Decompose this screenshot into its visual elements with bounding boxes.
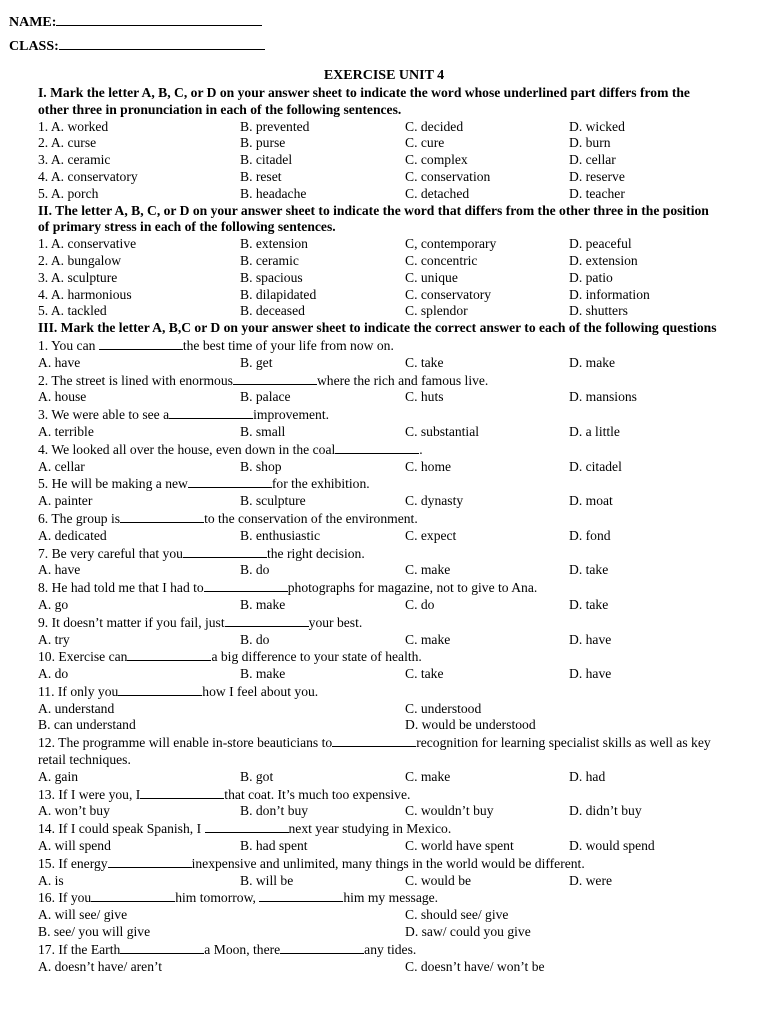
option-row: [38, 135, 722, 152]
answer-option[interactable]: A. will spend: [38, 838, 111, 854]
question-fragment: that coat. It’s much too expensive.: [224, 786, 411, 802]
answer-option[interactable]: 5. A. tackled: [38, 303, 107, 319]
answer-option[interactable]: C. conservation: [405, 168, 491, 184]
answer-option[interactable]: B. make: [240, 596, 286, 612]
answer-blank[interactable]: [140, 786, 224, 799]
answer-option[interactable]: B. will be: [240, 872, 294, 888]
question-text: [38, 786, 722, 804]
answer-option[interactable]: C. unique: [405, 269, 458, 285]
question-fragment: 9. It doesn’t matter if you fail, just: [38, 614, 225, 630]
question-fragment: a big difference to your state of health.: [211, 649, 422, 665]
question-fragment: any tides.: [364, 941, 417, 957]
answer-blank[interactable]: [280, 941, 364, 954]
answer-option[interactable]: B. headache: [240, 185, 307, 201]
option-row: [38, 355, 722, 372]
answer-option[interactable]: B. dilapidated: [240, 286, 317, 302]
answer-option[interactable]: B. purse: [240, 135, 286, 151]
answer-option[interactable]: D. have: [569, 631, 612, 647]
answer-option[interactable]: B. see/ you will give: [38, 924, 151, 940]
answer-option[interactable]: B. citadel: [240, 152, 293, 168]
question-fragment: 2. The street is lined with enormous: [38, 372, 233, 388]
question-fragment: 1. You can: [38, 337, 99, 353]
answer-option[interactable]: C. would be: [405, 872, 472, 888]
question-fragment: improvement.: [253, 407, 330, 423]
answer-option[interactable]: C. expect: [405, 527, 457, 543]
option-row: [38, 701, 722, 718]
question-fragment: 15. If energy: [38, 855, 108, 871]
answer-option[interactable]: B. sculpture: [240, 493, 306, 509]
answer-option[interactable]: C. understood: [405, 700, 482, 716]
answer-option[interactable]: 2. A. bungalow: [38, 252, 122, 268]
question-fragment: where the rich and famous live.: [316, 372, 489, 388]
option-row: [38, 666, 722, 683]
question-text: [38, 337, 722, 355]
option-row: [38, 424, 722, 441]
answer-option[interactable]: D. fond: [569, 527, 611, 543]
answer-option[interactable]: B. get: [240, 354, 273, 370]
question-fragment: 16. If you: [38, 890, 92, 906]
answer-option[interactable]: B. make: [240, 666, 286, 682]
option-row: [38, 528, 722, 545]
answer-option[interactable]: D. wicked: [569, 118, 625, 134]
question-fragment: 13. If I were you, I: [38, 786, 141, 802]
answer-option[interactable]: D. would spend: [569, 838, 655, 854]
question-fragment: 6. The group is: [38, 510, 121, 526]
answer-option[interactable]: D. moat: [569, 493, 613, 509]
answer-option[interactable]: C. cure: [405, 135, 445, 151]
name-blank[interactable]: [56, 12, 262, 26]
answer-option[interactable]: A. have: [38, 354, 81, 370]
answer-option[interactable]: D. patio: [569, 269, 613, 285]
answer-option[interactable]: D. peaceful: [569, 236, 632, 252]
question-text: [38, 734, 722, 769]
answer-option[interactable]: A. house: [38, 389, 87, 405]
answer-blank[interactable]: [169, 406, 253, 419]
answer-blank[interactable]: [205, 820, 289, 833]
option-row: [38, 769, 722, 786]
answer-option[interactable]: D. citadel: [569, 458, 622, 474]
question-fragment: how I feel about you.: [202, 683, 319, 699]
answer-blank[interactable]: [120, 510, 204, 523]
exercise-content: [38, 85, 722, 975]
answer-option[interactable]: C. doesn’t have/ won’t be: [405, 958, 545, 974]
answer-option[interactable]: 4. A. conservatory: [38, 168, 138, 184]
answer-option[interactable]: D. take: [569, 562, 609, 578]
question-text: [38, 855, 722, 873]
question-fragment: 10. Exercise can: [38, 649, 128, 665]
answer-option[interactable]: C. huts: [405, 389, 444, 405]
answer-option[interactable]: 3. A. sculpture: [38, 269, 118, 285]
answer-option[interactable]: D. teacher: [569, 185, 625, 201]
question-fragment: recognition for learning specialist skills as well as key retail techniques.: [38, 735, 711, 768]
answer-blank[interactable]: [127, 648, 211, 661]
answer-option[interactable]: C. take: [405, 354, 444, 370]
answer-blank[interactable]: [99, 337, 183, 350]
question-fragment: for the exhibition.: [271, 476, 370, 492]
question-text: [38, 475, 722, 493]
question-fragment: 3. We were able to see a: [38, 407, 170, 423]
answer-option[interactable]: D. reserve: [569, 168, 625, 184]
answer-option[interactable]: A. painter: [38, 493, 93, 509]
answer-option[interactable]: B. do: [240, 562, 270, 578]
question-text: [38, 648, 722, 666]
section-1-rows: [38, 119, 722, 203]
answer-option[interactable]: D. extension: [569, 252, 638, 268]
question-fragment: a Moon, there: [204, 941, 281, 957]
answer-option[interactable]: C. substantial: [405, 423, 480, 439]
answer-option[interactable]: A. dedicated: [38, 527, 107, 543]
option-row: [38, 924, 722, 941]
option-row: [38, 838, 722, 855]
answer-option[interactable]: C, contemporary: [405, 236, 497, 252]
question-text: [38, 441, 722, 459]
option-row: [38, 287, 722, 304]
answer-option[interactable]: A. go: [38, 596, 69, 612]
answer-option[interactable]: A. understand: [38, 700, 115, 716]
answer-option[interactable]: B. deceased: [240, 303, 305, 319]
answer-option[interactable]: B. spacious: [240, 269, 303, 285]
answer-option[interactable]: C. splendor: [405, 303, 468, 319]
answer-option[interactable]: B. got: [240, 768, 274, 784]
answer-option[interactable]: 1. A. conservative: [38, 236, 137, 252]
question-fragment: 7. Be very careful that you: [38, 545, 183, 561]
answer-option[interactable]: C. decided: [405, 118, 464, 134]
answer-blank[interactable]: [332, 734, 416, 747]
answer-option[interactable]: B. enthusiastic: [240, 527, 321, 543]
answer-option[interactable]: D. take: [569, 596, 609, 612]
answer-option[interactable]: C. complex: [405, 152, 468, 168]
answer-option[interactable]: B. can understand: [38, 717, 136, 733]
answer-option[interactable]: B. do: [240, 631, 270, 647]
option-row: [38, 597, 722, 614]
question-fragment: the right decision.: [266, 545, 365, 561]
answer-option[interactable]: A. terrible: [38, 423, 94, 439]
answer-option[interactable]: A. cellar: [38, 458, 85, 474]
option-row: [38, 562, 722, 579]
answer-option[interactable]: C. wouldn’t buy: [405, 803, 494, 819]
option-row: [38, 119, 722, 136]
question-fragment: to the conservation of the environment.: [204, 510, 418, 526]
answer-blank[interactable]: [120, 941, 204, 954]
option-row: [38, 873, 722, 890]
answer-option[interactable]: C. make: [405, 768, 451, 784]
answer-blank[interactable]: [225, 614, 309, 627]
question-fragment: your best.: [308, 614, 363, 630]
option-row: [38, 186, 722, 203]
section-2-instruction: II. The letter A, B, C, or D on your answer sheet to indicate the word that differs from the other three in the position of primary stress in each of the following sentences.: [38, 202, 709, 235]
answer-option[interactable]: A. is: [38, 872, 64, 888]
answer-option[interactable]: C. detached: [405, 185, 470, 201]
option-row: [38, 493, 722, 510]
answer-option[interactable]: D. had: [569, 768, 606, 784]
answer-blank[interactable]: [118, 683, 202, 696]
answer-blank[interactable]: [108, 855, 192, 868]
option-row: [38, 959, 722, 976]
class-label: CLASS:: [9, 39, 59, 54]
answer-option[interactable]: C. do: [405, 596, 435, 612]
answer-option[interactable]: A. do: [38, 666, 69, 682]
answer-blank[interactable]: [259, 889, 343, 902]
question-fragment: photographs for magazine, not to give to Ana.: [287, 580, 538, 596]
question-fragment: 8. He had told me that I had to: [38, 580, 204, 596]
answer-option[interactable]: D. information: [569, 286, 650, 302]
option-row: [38, 253, 722, 270]
answer-option[interactable]: C. world have spent: [405, 838, 514, 854]
answer-option[interactable]: C. should see/ give: [405, 907, 509, 923]
section-1-instruction: I. Mark the letter A, B, C, or D on your answer sheet to indicate the word whose underlined part differs from the other three in pronunciation in each of the following sentences.: [38, 85, 690, 117]
question-text: [38, 545, 722, 563]
answer-option[interactable]: C. concentric: [405, 252, 478, 268]
class-field: [9, 36, 265, 55]
option-row: [38, 236, 722, 253]
question-fragment: him my message.: [343, 890, 439, 906]
name-field: [9, 12, 262, 31]
answer-option[interactable]: B. palace: [240, 389, 291, 405]
option-row: [38, 152, 722, 169]
answer-option[interactable]: 3. A. ceramic: [38, 152, 111, 168]
answer-option[interactable]: A. gain: [38, 768, 79, 784]
answer-option[interactable]: 5. A. porch: [38, 185, 99, 201]
answer-option[interactable]: D. saw/ could you give: [405, 924, 531, 940]
answer-option[interactable]: B. prevented: [240, 118, 310, 134]
section-2-rows: [38, 236, 722, 320]
answer-option[interactable]: C. home: [405, 458, 452, 474]
answer-option[interactable]: A. have: [38, 562, 81, 578]
question-fragment: him tomorrow,: [175, 890, 260, 906]
answer-option[interactable]: D. would be understood: [405, 717, 536, 733]
option-row: [38, 907, 722, 924]
option-row: [38, 303, 722, 320]
question-fragment: inexpensive and unlimited, many things in the world would be different.: [191, 855, 585, 871]
answer-option[interactable]: B. shop: [240, 458, 282, 474]
answer-option[interactable]: D. a little: [569, 423, 620, 439]
answer-option[interactable]: D. have: [569, 666, 612, 682]
answer-blank[interactable]: [183, 545, 267, 558]
answer-option[interactable]: D. didn’t buy: [569, 803, 642, 819]
answer-option[interactable]: C. make: [405, 562, 451, 578]
question-text: [38, 372, 722, 390]
answer-option[interactable]: B. extension: [240, 236, 308, 252]
answer-blank[interactable]: [233, 372, 317, 385]
question-fragment: 11. If only you: [38, 683, 119, 699]
answer-option[interactable]: B. ceramic: [240, 252, 299, 268]
answer-option[interactable]: D. make: [569, 354, 616, 370]
answer-option[interactable]: D. mansions: [569, 389, 637, 405]
answer-option[interactable]: C. take: [405, 666, 444, 682]
answer-option[interactable]: C. make: [405, 631, 451, 647]
answer-option[interactable]: C. conservatory: [405, 286, 492, 302]
answer-option[interactable]: A. doesn’t have/ aren’t: [38, 958, 163, 974]
question-text: [38, 941, 722, 959]
question-fragment: 4. We looked all over the house, even down in the coal: [38, 441, 336, 457]
answer-option[interactable]: 4. A. harmonious: [38, 286, 132, 302]
answer-option[interactable]: A. won’t buy: [38, 803, 110, 819]
answer-option[interactable]: D. were: [569, 872, 613, 888]
question-fragment: 14. If I could speak Spanish, I: [38, 821, 205, 837]
answer-option[interactable]: 2. A. curse: [38, 135, 97, 151]
answer-option[interactable]: D. cellar: [569, 152, 616, 168]
answer-option[interactable]: B. reset: [240, 168, 282, 184]
option-row: [38, 632, 722, 649]
option-row: [38, 389, 722, 406]
answer-blank[interactable]: [204, 579, 288, 592]
option-row: [38, 459, 722, 476]
question-fragment: next year studying in Mexico.: [288, 821, 452, 837]
answer-option[interactable]: C. dynasty: [405, 493, 464, 509]
question-fragment: 5. He will be making a new: [38, 476, 188, 492]
question-fragment: 17. If the Earth: [38, 941, 121, 957]
page-title: EXERCISE UNIT 4: [323, 68, 445, 83]
question-text: [38, 683, 722, 701]
answer-option[interactable]: A. will see/ give: [38, 907, 128, 923]
section-3-instruction: III. Mark the letter A, B,C or D on your answer sheet to indicate the correct answer to each of the following questions: [38, 320, 717, 336]
option-row: [38, 169, 722, 186]
option-row: [38, 270, 722, 287]
question-fragment: the best time of your life from now on.: [182, 337, 394, 353]
question-fragment: 12. The programme will enable in-store beauticians to: [38, 735, 333, 751]
question-text: [38, 820, 722, 838]
answer-blank[interactable]: [91, 889, 175, 902]
section-3-questions: [38, 337, 722, 975]
question-text: [38, 889, 722, 907]
option-row: [38, 717, 722, 734]
question-text: [38, 614, 722, 632]
answer-option[interactable]: B. had spent: [240, 838, 308, 854]
question-text: [38, 510, 722, 528]
answer-option[interactable]: 1. A. worked: [38, 118, 109, 134]
question-text: [38, 406, 722, 424]
option-row: [38, 803, 722, 820]
class-blank[interactable]: [59, 36, 265, 50]
answer-option[interactable]: A. try: [38, 631, 70, 647]
question-fragment: .: [419, 441, 423, 457]
answer-option[interactable]: B. small: [240, 423, 286, 439]
answer-option[interactable]: B. don’t buy: [240, 803, 309, 819]
answer-blank[interactable]: [188, 475, 272, 488]
name-label: NAME:: [9, 15, 57, 30]
answer-blank[interactable]: [335, 441, 419, 454]
answer-option[interactable]: D. shutters: [569, 303, 628, 319]
answer-option[interactable]: D. burn: [569, 135, 611, 151]
question-text: [38, 579, 722, 597]
